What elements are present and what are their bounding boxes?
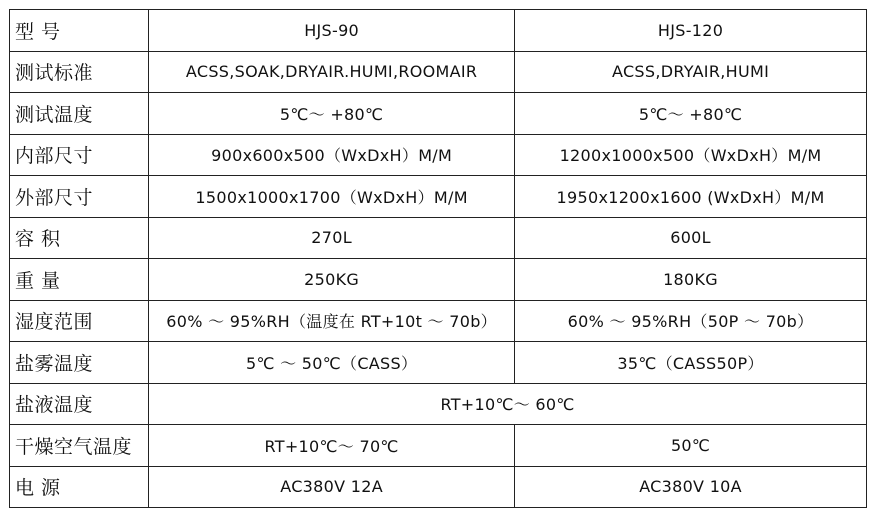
table-row — [10, 383, 867, 425]
row-label: 盐雾温度 — [10, 342, 149, 384]
cell-hjs90: 250KG — [149, 259, 515, 301]
table-row — [10, 300, 867, 342]
table-row — [10, 134, 867, 176]
spec-table — [9, 9, 867, 508]
cell-hjs90: 270L — [149, 217, 515, 259]
row-label: 测试标准 — [10, 51, 149, 93]
table-row — [10, 425, 867, 467]
row-label: 湿度范围 — [10, 300, 149, 342]
table-row — [10, 342, 867, 384]
table-row — [10, 10, 867, 52]
table-row — [10, 51, 867, 93]
table-row — [10, 176, 867, 218]
cell-hjs120: 180KG — [515, 259, 867, 301]
row-label: 盐液温度 — [10, 383, 149, 425]
cell-hjs90: 60% ～ 95%RH（温度在 RT+10t ～ 70b） — [149, 300, 515, 342]
cell-hjs120: 35℃（CASS50P） — [515, 342, 867, 384]
table-row — [10, 217, 867, 259]
row-label: 型 号 — [10, 10, 149, 52]
cell-hjs90: AC380V 12A — [149, 466, 515, 508]
cell-hjs120: 600L — [515, 217, 867, 259]
cell-hjs90: 5℃～ +80℃ — [149, 93, 515, 135]
row-label: 容 积 — [10, 217, 149, 259]
cell-hjs90: 5℃ ～ 50℃（CASS） — [149, 342, 515, 384]
row-label: 重 量 — [10, 259, 149, 301]
row-label: 内部尺寸 — [10, 134, 149, 176]
cell-hjs120: 1950x1200x1600 (WxDxH）M/M — [515, 176, 867, 218]
cell-hjs90: RT+10℃～ 70℃ — [149, 425, 515, 467]
cell-hjs90: 900x600x500（WxDxH）M/M — [149, 134, 515, 176]
cell-hjs120: 5℃～ +80℃ — [515, 93, 867, 135]
row-label: 外部尺寸 — [10, 176, 149, 218]
table-row — [10, 466, 867, 508]
row-label: 电 源 — [10, 466, 149, 508]
cell-hjs120: AC380V 10A — [515, 466, 867, 508]
cell-hjs120: 60% ～ 95%RH（50P ～ 70b） — [515, 300, 867, 342]
table-row — [10, 93, 867, 135]
row-label: 干燥空气温度 — [10, 425, 149, 467]
row-label: 测试温度 — [10, 93, 149, 135]
cell-hjs90: HJS-90 — [149, 10, 515, 52]
cell-hjs120: ACSS,DRYAIR,HUMI — [515, 51, 867, 93]
cell-hjs120: HJS-120 — [515, 10, 867, 52]
cell-merged: RT+10℃～ 60℃ — [149, 383, 867, 425]
cell-hjs90: ACSS,SOAK,DRYAIR.HUMI,ROOMAIR — [149, 51, 515, 93]
cell-hjs90: 1500x1000x1700（WxDxH）M/M — [149, 176, 515, 218]
table-row — [10, 259, 867, 301]
cell-hjs120: 50℃ — [515, 425, 867, 467]
cell-hjs120: 1200x1000x500（WxDxH）M/M — [515, 134, 867, 176]
